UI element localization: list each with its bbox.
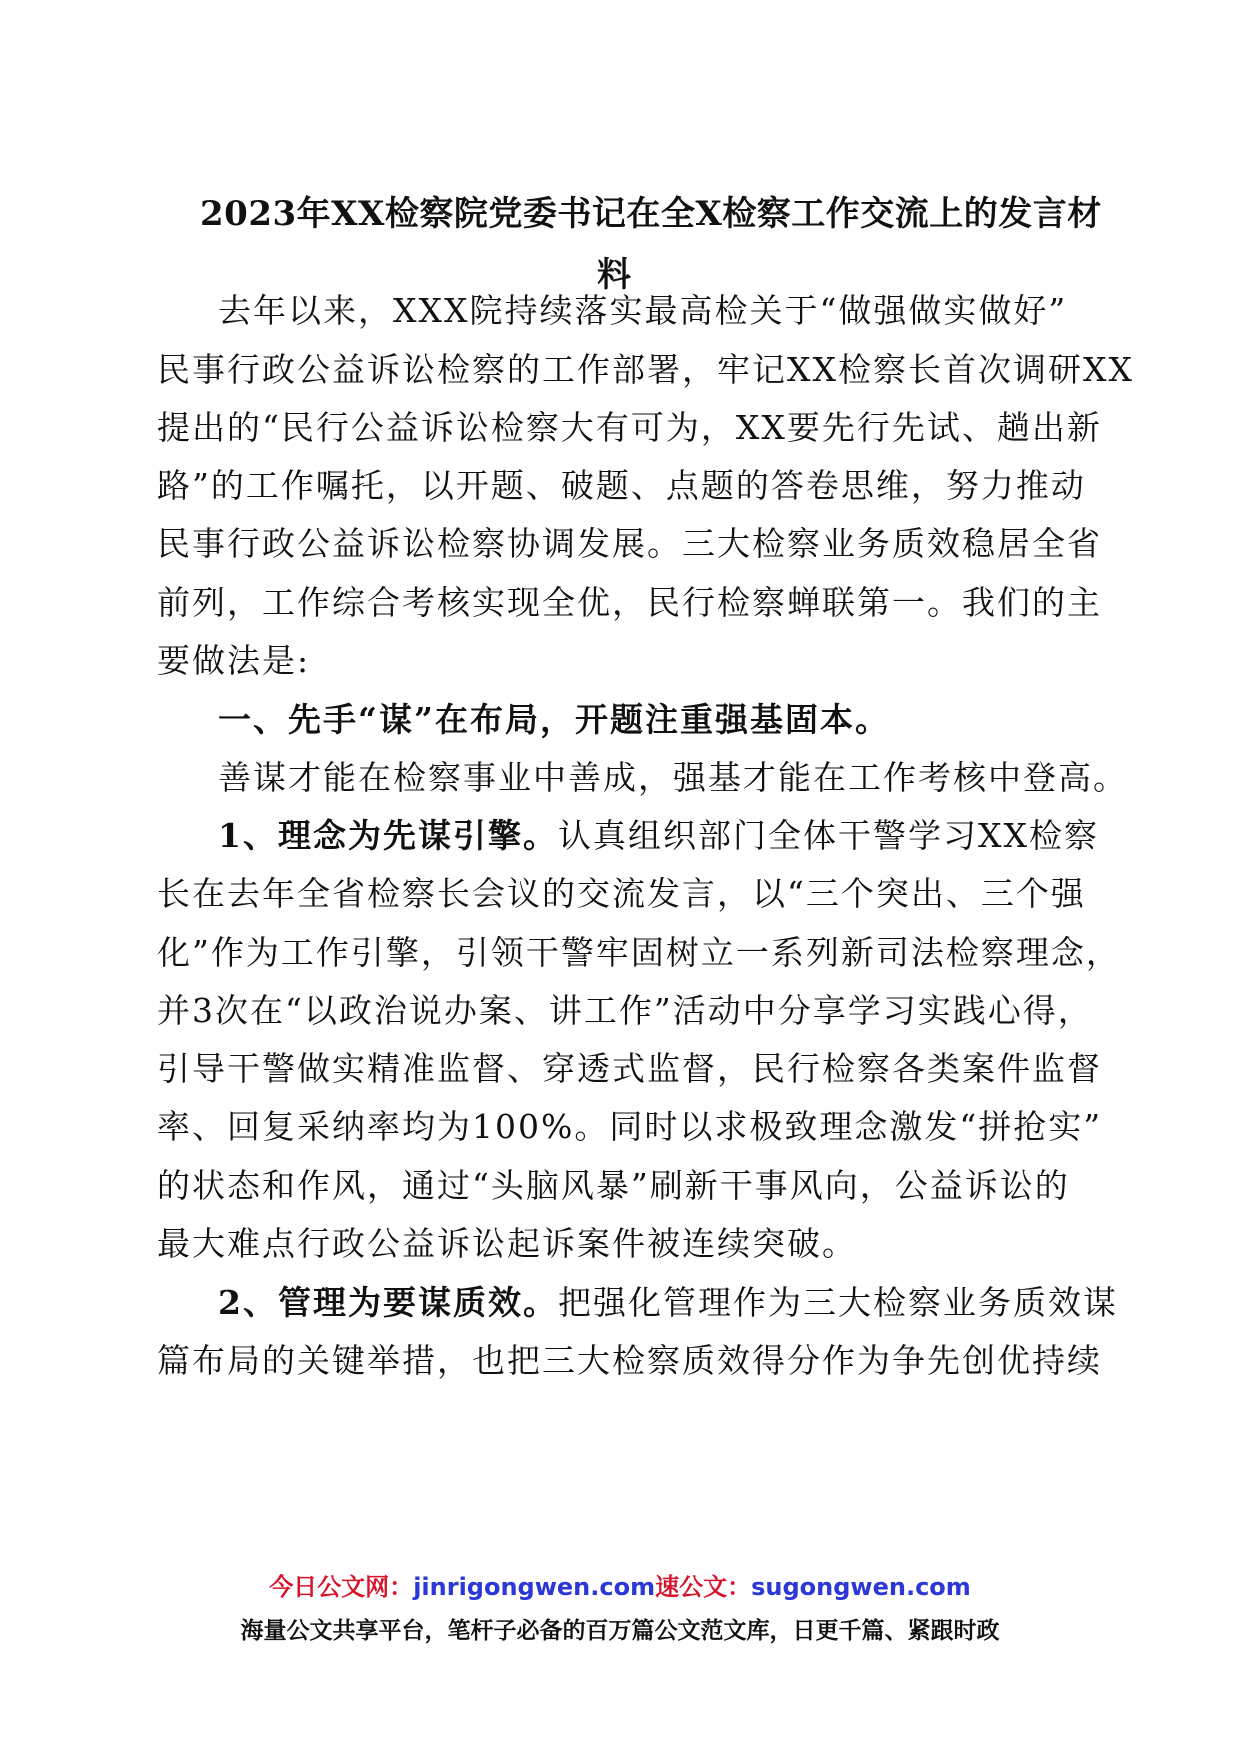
site1-link[interactable]: jinrigongwen.com: [413, 1573, 656, 1601]
site2-label: 速公文：: [655, 1573, 752, 1601]
subsection-2-first-line: [218, 1283, 1118, 1322]
site1-label: 今日公文网：: [269, 1573, 414, 1601]
paragraph-line: 最大难点行政公益诉讼起诉案件被连续突破。: [157, 1224, 857, 1263]
document-title-line-2: 料: [597, 255, 632, 295]
subsection-1-first-line: [218, 816, 1099, 855]
paragraph-line: 引导干警做实精准监督、穿透式监督，民行检察各类案件监督: [157, 1049, 1102, 1088]
paragraph-line: 前列，工作综合考核实现全优，民行检察蝉联第一。我们的主: [157, 583, 1102, 622]
footer-sites: [0, 1572, 1240, 1602]
paragraph-line: 要做法是:: [157, 641, 311, 680]
paragraph-line: 的状态和作风，通过“头脑风暴”刷新干事风向，公益诉讼的: [157, 1166, 1070, 1205]
paragraph-line: 率、回复采纳率均为100%。同时以求极致理念激发“拼抢实”: [157, 1107, 1103, 1146]
paragraph-line: 善谋才能在检察事业中善成，强基才能在工作考核中登高。: [218, 758, 1128, 797]
section-heading-1: 一、先手“谋”在布局，开题注重强基固本。: [218, 700, 890, 739]
paragraph-line: 篇布局的关键举措，也把三大检察质效得分作为争先创优持续: [157, 1341, 1102, 1380]
subsection-heading-1: 1、理念为先谋引擎。: [218, 816, 558, 855]
paragraph-line: 去年以来，XXX院持续落实最高检关于“做强做实做好”: [218, 291, 1068, 330]
paragraph-line: 民事行政公益诉讼检察协调发展。三大检察业务质效稳居全省: [157, 524, 1102, 563]
subsection-1-text: 认真组织部门全体干警学习XX检察: [557, 816, 1099, 855]
footer-slogan: 海量公文共享平台，笔杆子必备的百万篇公文范文库，日更千篇、紧跟时政: [240, 1618, 1000, 1644]
paragraph-line: 长在去年全省检察长会议的交流发言，以“三个突出、三个强: [157, 874, 1086, 913]
paragraph-line: 提出的“民行公益诉讼检察大有可为，XX要先行先试、趟出新: [157, 408, 1102, 447]
site2-link[interactable]: sugongwen.com: [751, 1573, 971, 1601]
document-title-line-1: 2023年XX检察院党委书记在全X检察工作交流上的发言材: [200, 194, 1102, 234]
subsection-heading-2: 2、管理为要谋质效。: [218, 1283, 558, 1322]
paragraph-line: 路”的工作嘱托，以开题、破题、点题的答卷思维，努力推动: [157, 466, 1086, 505]
paragraph-line: 并3次在“以政治说办案、讲工作”活动中分享学习实践心得，: [157, 991, 1093, 1030]
paragraph-line: 民事行政公益诉讼检察的工作部署，牢记XX检察长首次调研XX: [157, 350, 1134, 389]
paragraph-line: 化”作为工作引擎，引领干警牢固树立一系列新司法检察理念，: [157, 933, 1121, 972]
subsection-2-text: 把强化管理作为三大检察业务质效谋: [557, 1283, 1118, 1322]
